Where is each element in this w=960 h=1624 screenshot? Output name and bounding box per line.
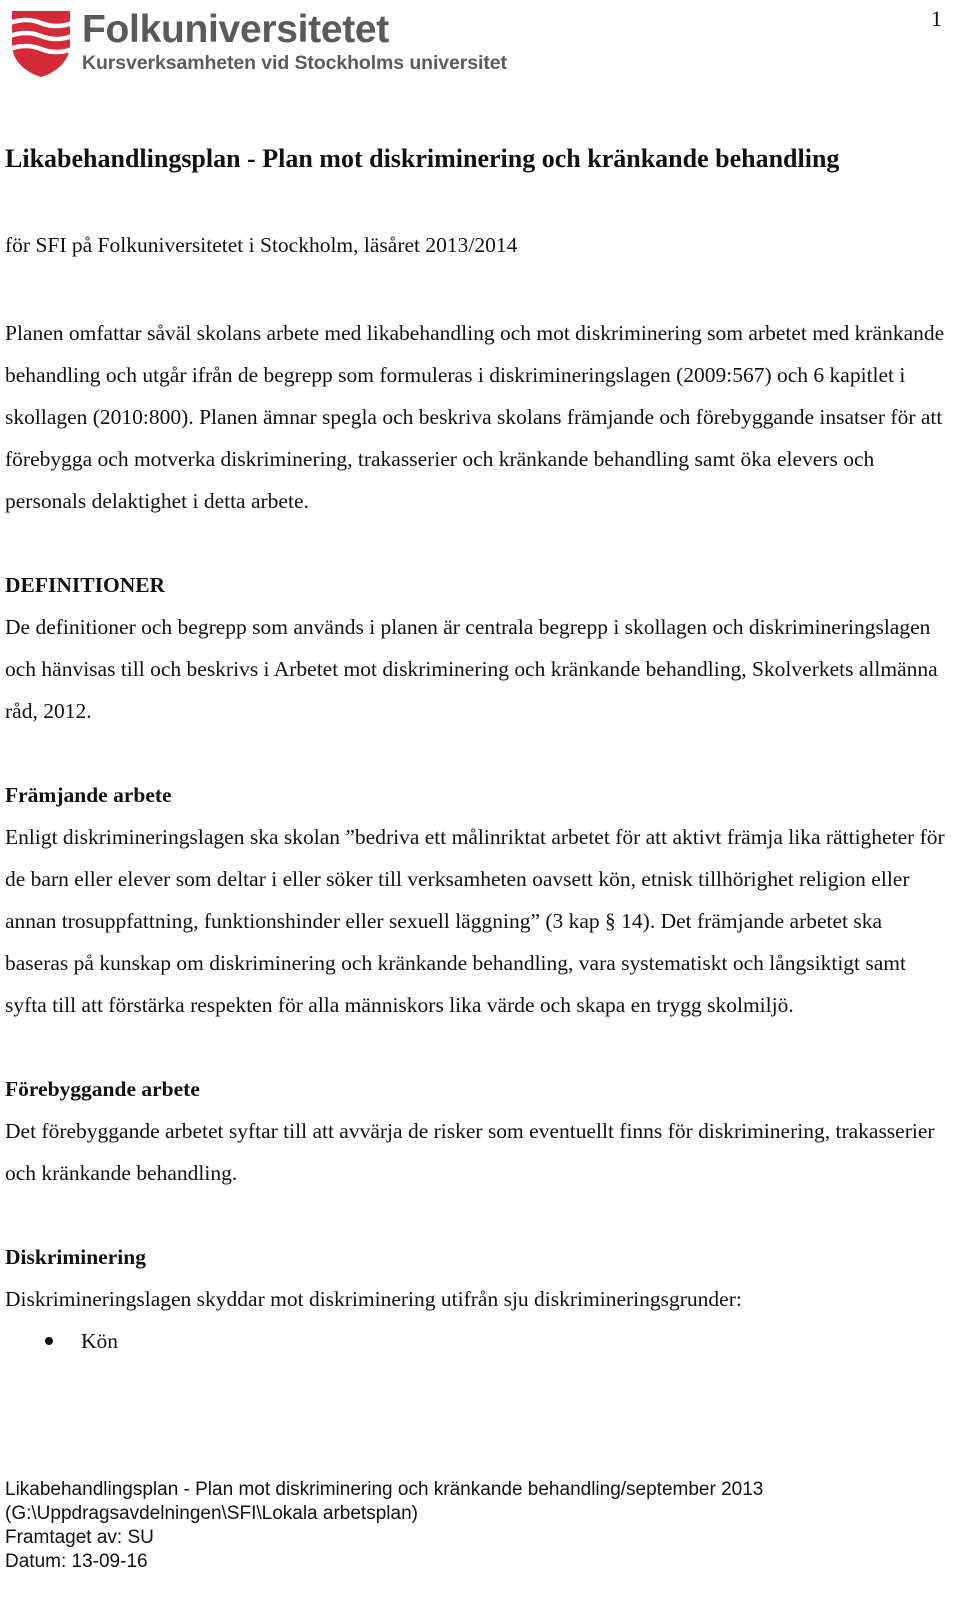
grounds-list xyxy=(5,1320,945,1362)
logo-name: Folkuniversitetet xyxy=(82,8,389,51)
section-heading: Diskriminering xyxy=(5,1245,146,1269)
section-heading: Förebyggande arbete xyxy=(5,1077,200,1101)
folkuniversitetet-logo xyxy=(10,8,507,78)
section-text: Enligt diskrimineringslagen ska skolan ”bedriva ett målinriktat arbetet för att aktivt främja lika rättigheter för de barn eller elever som deltar i eller söker till verksamheten oavsett kön, etnisk tillhörighet religion eller annan trosuppfattning, funktionshinder eller sexuell läggning” (3 kap § 14). Det främjande arbetet ska baseras på kunskap om diskriminering och kränkande behandling, vara systematiskt och långsiktigt samt syfta till att förstärka respekten för alla människors lika värde och skapa en trygg skolmiljö. xyxy=(5,825,945,1017)
section-diskriminering xyxy=(5,1236,945,1362)
page-number: 1 xyxy=(931,6,942,31)
section-forebyggande-arbete xyxy=(5,1068,945,1194)
footer-line: (G:\Uppdragsavdelningen\SFI\Lokala arbetsplan) xyxy=(5,1503,418,1524)
page-footer xyxy=(5,1478,763,1574)
intro-paragraph: Planen omfattar såväl skolans arbete med likabehandling och mot diskriminering som arbetet med kränkande behandling och utgår ifrån de begrepp som formuleras i diskrimineringslagen (2009:567) och 6 kapitlet i skollagen (2010:800). Planen ämnar spegla och beskriva skolans främjande och förebyggande insatser för att förebygga och motverka diskriminering, trakasserier och kränkande behandling samt öka elevers och personals delaktighet i detta arbete. xyxy=(5,321,945,513)
bullet-icon xyxy=(45,1337,53,1345)
flag-emblem-icon xyxy=(10,8,72,78)
footer-line: Datum: 13-09-16 xyxy=(5,1551,148,1572)
document-title: Likabehandlingsplan - Plan mot diskriminering och kränkande behandling xyxy=(5,144,840,173)
section-definitioner xyxy=(5,564,945,732)
section-text: De definitioner och begrepp som används i planen är centrala begrepp i skollagen och diskrimineringslagen och hänvisas till och beskrivs i Arbetet mot diskriminering och kränkande behandling, Skolverkets allmänna råd, 2012. xyxy=(5,615,938,723)
section-heading: Främjande arbete xyxy=(5,783,172,807)
section-heading: DEFINITIONER xyxy=(5,573,166,597)
list-item-label: Kön xyxy=(81,1329,119,1353)
logo-tagline: Kursverksamheten vid Stockholms universitet xyxy=(82,52,507,74)
document-subtitle: för SFI på Folkuniversitetet i Stockholm, läsåret 2013/2014 xyxy=(5,233,518,257)
section-text: Det förebyggande arbetet syftar till att avvärja de risker som eventuellt finns för diskriminering, trakasserier och kränkande behandling. xyxy=(5,1119,935,1185)
footer-line: Framtaget av: SU xyxy=(5,1527,154,1548)
document-body xyxy=(5,136,945,1362)
section-framjande-arbete xyxy=(5,774,945,1026)
section-text: Diskrimineringslagen skyddar mot diskriminering utifrån sju diskrimineringsgrunder: xyxy=(5,1287,742,1311)
footer-line: Likabehandlingsplan - Plan mot diskriminering och kränkande behandling/september 2013 xyxy=(5,1479,764,1500)
list-item xyxy=(5,1320,945,1362)
